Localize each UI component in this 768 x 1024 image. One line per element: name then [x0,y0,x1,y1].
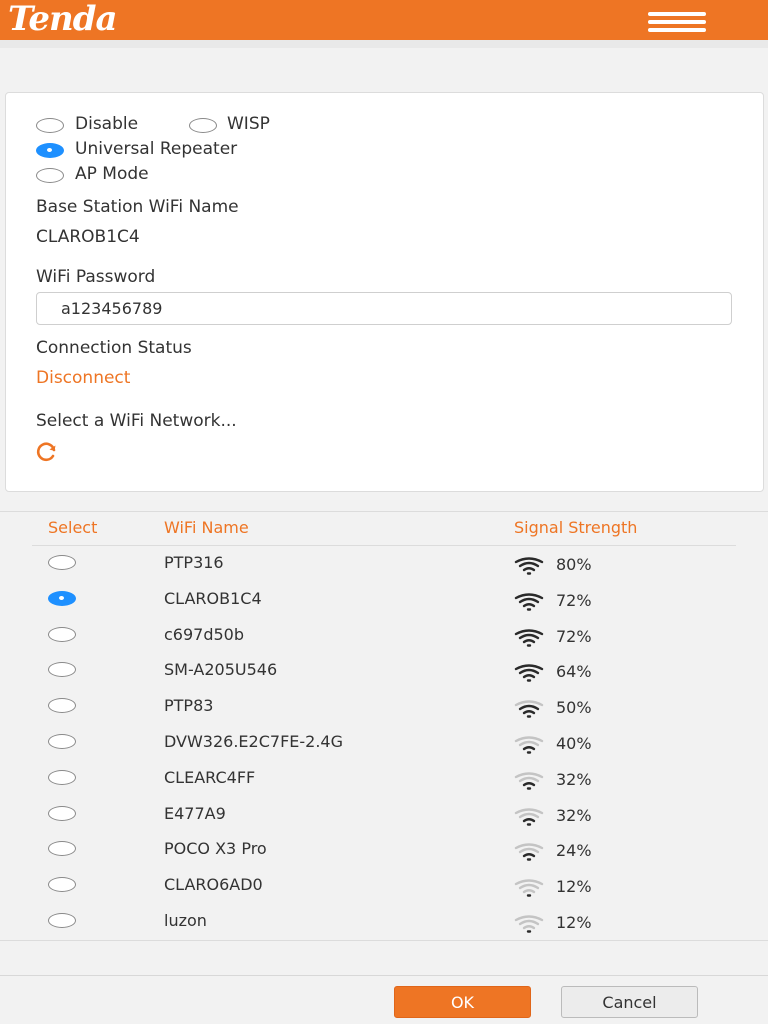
wifi-signal-icon [514,770,544,790]
table-row[interactable] [0,546,768,582]
wifi-name: luzon [164,911,207,930]
signal-percent: 12% [556,877,592,897]
row-select-radio[interactable] [48,627,76,642]
row-select-radio[interactable] [48,555,76,570]
radio-ap-mode-label[interactable]: AP Mode [75,164,149,184]
signal-percent: 80% [556,555,592,574]
radio-wisp-label[interactable]: WISP [227,114,270,134]
signal-percent: 32% [556,805,592,825]
wifi-name: PTP83 [164,696,214,716]
row-select-radio[interactable] [48,591,76,606]
wifi-signal-icon [514,591,544,611]
wifi-name: DVW326.E2C7FE-2.4G [164,732,343,751]
table-row[interactable] [0,689,768,725]
signal-percent: 24% [556,841,592,861]
table-row[interactable] [0,797,768,833]
table-row[interactable] [0,582,768,618]
base-station-label: Base Station WiFi Name [36,197,239,217]
radio-universal-repeater-label[interactable]: Universal Repeater [75,139,238,159]
wifi-signal-icon [514,555,544,575]
wifi-password-label: WiFi Password [36,267,156,287]
radio-universal-repeater[interactable] [36,143,64,158]
signal-percent: 72% [556,590,592,610]
table-row[interactable] [0,725,768,761]
signal-percent: 72% [556,626,592,646]
hamburger-menu-icon[interactable] [645,10,709,34]
table-row[interactable] [0,761,768,797]
wifi-password-input[interactable] [36,292,732,325]
radio-ap-mode[interactable] [36,168,64,183]
signal-percent: 64% [556,662,592,682]
signal-percent: 40% [556,734,592,753]
ok-button[interactable]: OK [394,986,531,1018]
column-header-select: Select [48,518,98,537]
footer-divider [0,975,768,976]
wifi-signal-icon [514,662,544,682]
row-select-radio[interactable] [48,662,76,677]
connection-status-value: Disconnect [36,368,131,388]
wifi-name: SM-A205U546 [164,660,278,680]
radio-disable[interactable] [36,118,64,133]
table-top-divider [0,511,768,512]
repeater-settings-card [5,92,764,492]
column-header-wifi-name: WiFi Name [164,518,249,537]
wifi-signal-icon [514,734,544,754]
refresh-icon[interactable] [36,441,58,463]
wifi-signal-icon [514,841,544,861]
wifi-signal-icon [514,627,544,647]
base-station-value: CLAROB1C4 [36,227,140,247]
wifi-signal-icon [514,806,544,826]
table-row[interactable] [0,904,768,940]
signal-percent: 12% [556,913,592,932]
radio-disable-label[interactable]: Disable [75,114,139,134]
wifi-signal-icon [514,698,544,718]
header-divider [0,40,768,48]
signal-percent: 50% [556,698,592,718]
wifi-name: PTP316 [164,553,224,572]
cancel-button[interactable]: Cancel [561,986,698,1018]
table-row[interactable] [0,618,768,654]
row-select-radio[interactable] [48,698,76,713]
wifi-name: POCO X3 Pro [164,839,267,859]
select-network-label: Select a WiFi Network... [36,411,237,431]
table-row[interactable] [0,653,768,689]
row-select-radio[interactable] [48,770,76,785]
row-select-radio[interactable] [48,734,76,749]
row-select-radio[interactable] [48,806,76,821]
wifi-name: CLEARC4FF [164,767,256,787]
wifi-name: c697d50b [164,624,245,644]
connection-status-label: Connection Status [36,338,192,358]
row-select-radio[interactable] [48,913,76,928]
wifi-name: E477A9 [164,803,226,823]
wifi-name: CLARO6AD0 [164,875,263,895]
row-select-radio[interactable] [48,877,76,892]
table-row[interactable] [0,832,768,868]
table-row[interactable] [0,868,768,904]
wifi-signal-icon [514,877,544,897]
radio-wisp[interactable] [189,118,217,133]
wifi-signal-icon [514,913,544,933]
top-bar [0,0,768,40]
tenda-logo: Tenda [8,0,117,39]
signal-percent: 32% [556,769,592,789]
column-header-signal-strength: Signal Strength [514,518,638,537]
row-select-radio[interactable] [48,841,76,856]
table-bottom-divider [0,940,768,941]
wifi-name: CLAROB1C4 [164,588,262,608]
